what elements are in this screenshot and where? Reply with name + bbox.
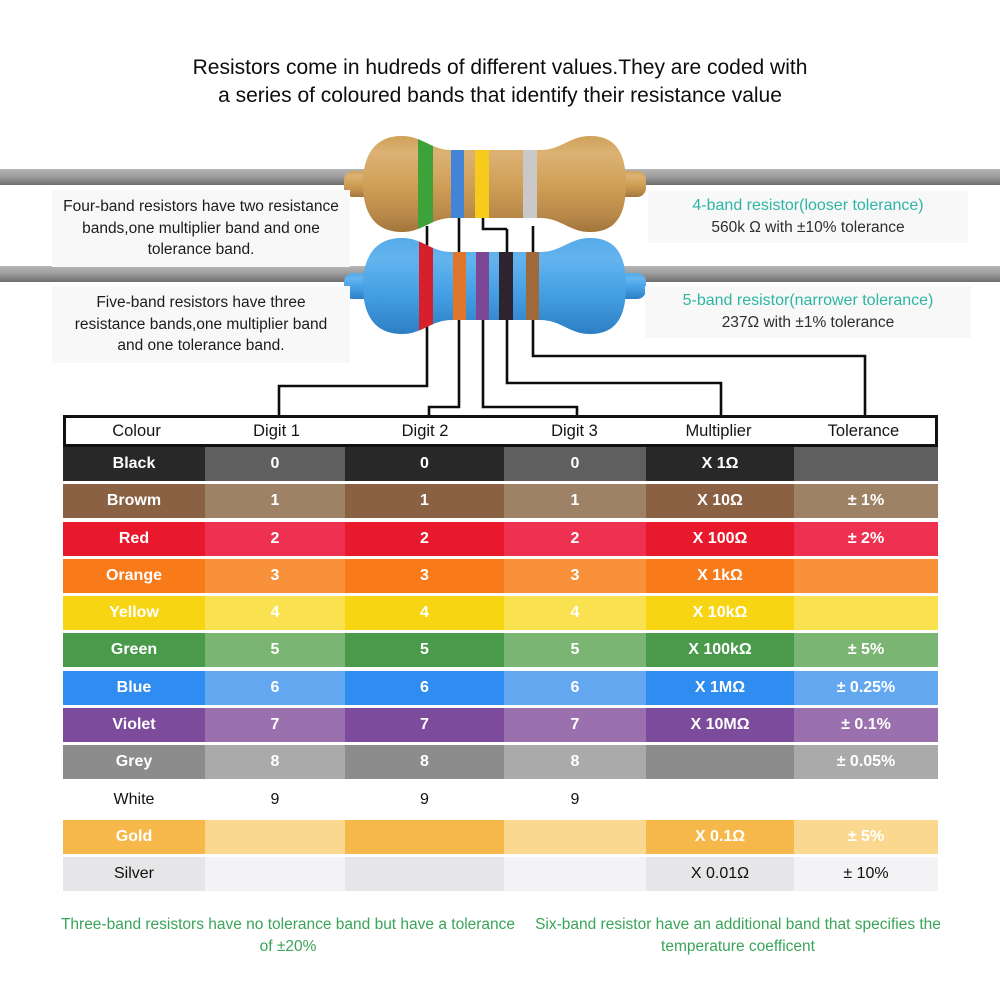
title-line-1: Resistors come in hudreds of different values.They are coded with (192, 56, 808, 79)
five-band-example-value: 237Ω with ±1% tolerance (721, 314, 895, 331)
table-row-silver (63, 857, 938, 891)
cell-red-digit3: 2 (504, 522, 646, 556)
cell-silver-digit3 (504, 857, 646, 891)
table-row-green (63, 633, 938, 667)
cell-browm-digit2: 1 (345, 484, 504, 518)
table-row-browm (63, 484, 938, 518)
title-line-2: a series of coloured bands that identify their resistance value (218, 84, 782, 107)
connector-digit3 (483, 318, 577, 416)
cell-red-digit1: 2 (205, 522, 345, 556)
table-row-yellow (63, 596, 938, 630)
five-band-description: Five-band resistors have three resistance bands,one multiplier band and one tolerance band. (52, 286, 350, 363)
colour-code-table (63, 415, 938, 895)
cell-white-colour: White (63, 783, 205, 817)
table-row-gold (63, 820, 938, 854)
five-band-resistor (344, 236, 646, 336)
header-cell-digit-3: Digit 3 (551, 421, 598, 440)
cell-orange-digit1: 3 (205, 559, 345, 593)
cell-grey-tolerance: ± 0.05% (794, 745, 938, 779)
table-row-grey (63, 745, 938, 779)
cell-blue-multiplier: X 1MΩ (646, 671, 794, 705)
cell-green-digit1: 5 (205, 633, 345, 667)
cell-gold-colour: Gold (63, 820, 205, 854)
cell-black-tolerance (794, 447, 938, 481)
cell-black-colour: Black (63, 447, 205, 481)
cell-grey-colour: Grey (63, 745, 205, 779)
table-row-orange (63, 559, 938, 593)
table-row-violet (63, 708, 938, 742)
cell-violet-multiplier: X 10MΩ (646, 708, 794, 742)
cell-browm-digit1: 1 (205, 484, 345, 518)
cell-red-tolerance: ± 2% (794, 522, 938, 556)
four-band-example-value: 560k Ω with ±10% tolerance (711, 219, 905, 236)
cell-yellow-digit1: 4 (205, 596, 345, 630)
cell-gold-digit3 (504, 820, 646, 854)
cell-red-colour: Red (63, 522, 205, 556)
cell-grey-multiplier (646, 745, 794, 779)
cell-violet-digit1: 7 (205, 708, 345, 742)
cell-black-digit1: 0 (205, 447, 345, 481)
cell-yellow-tolerance (794, 596, 938, 630)
four-band-resistor-band-silver (523, 134, 537, 234)
cell-white-tolerance (794, 783, 938, 817)
cell-browm-digit3: 1 (504, 484, 646, 518)
cell-blue-digit3: 6 (504, 671, 646, 705)
cell-yellow-colour: Yellow (63, 596, 205, 630)
table-header-row (63, 415, 938, 447)
cell-black-multiplier: X 1Ω (646, 447, 794, 481)
cell-violet-tolerance: ± 0.1% (794, 708, 938, 742)
table-row-white (63, 783, 938, 817)
cell-red-multiplier: X 100Ω (646, 522, 794, 556)
cell-grey-digit2: 8 (345, 745, 504, 779)
cell-blue-tolerance: ± 0.25% (794, 671, 938, 705)
four-band-example-heading: 4-band resistor(looser tolerance) (692, 197, 924, 214)
cell-silver-tolerance: ± 10% (794, 857, 938, 891)
table-row-black (63, 447, 938, 481)
cell-grey-digit1: 8 (205, 745, 345, 779)
cell-black-digit2: 0 (345, 447, 504, 481)
cell-gold-digit2 (345, 820, 504, 854)
five-band-example (645, 286, 971, 338)
cell-gold-multiplier: X 0.1Ω (646, 820, 794, 854)
cell-orange-digit2: 3 (345, 559, 504, 593)
cell-green-multiplier: X 100kΩ (646, 633, 794, 667)
cell-browm-tolerance: ± 1% (794, 484, 938, 518)
cell-orange-colour: Orange (63, 559, 205, 593)
connector-yellow-jog (483, 217, 507, 229)
cell-silver-colour: Silver (63, 857, 205, 891)
header-cell-multiplier: Multiplier (685, 421, 752, 440)
cell-yellow-multiplier: X 10kΩ (646, 596, 794, 630)
five-band-resistor-band-red (419, 236, 433, 336)
four-band-resistor-body (363, 136, 626, 232)
header-cell-digit-2: Digit 2 (401, 421, 449, 440)
cell-blue-digit2: 6 (345, 671, 504, 705)
cell-orange-multiplier: X 1kΩ (646, 559, 794, 593)
four-band-description: Four-band resistors have two resistance bands,one multiplier band and one tolerance band. (52, 190, 350, 267)
cell-gold-digit1 (205, 820, 345, 854)
cell-browm-multiplier: X 10Ω (646, 484, 794, 518)
table-body (63, 447, 938, 891)
four-band-resistor (344, 134, 646, 234)
cell-blue-colour: Blue (63, 671, 205, 705)
cell-red-digit2: 2 (345, 522, 504, 556)
six-band-note: Six-band resistor have an additional band that specifies the temperature coefficent (535, 916, 941, 955)
cell-orange-digit3: 3 (504, 559, 646, 593)
cell-white-digit3: 9 (504, 783, 646, 817)
table-row-blue (63, 671, 938, 705)
cell-silver-digit2 (345, 857, 504, 891)
cell-violet-digit3: 7 (504, 708, 646, 742)
cell-green-tolerance: ± 5% (794, 633, 938, 667)
header-cell-tolerance: Tolerance (827, 421, 900, 440)
cell-gold-tolerance: ± 5% (794, 820, 938, 854)
cell-blue-digit1: 6 (205, 671, 345, 705)
header-cell-colour: Colour (112, 421, 161, 440)
cell-violet-digit2: 7 (345, 708, 504, 742)
table-row-red (63, 522, 938, 556)
cell-silver-multiplier: X 0.01Ω (646, 857, 794, 891)
four-band-example (648, 191, 968, 243)
cell-white-digit1: 9 (205, 783, 345, 817)
cell-orange-tolerance (794, 559, 938, 593)
cell-silver-digit1 (205, 857, 345, 891)
cell-green-digit3: 5 (504, 633, 646, 667)
cell-violet-colour: Violet (63, 708, 205, 742)
four-band-resistor-band-blue (451, 134, 464, 234)
three-band-note: Three-band resistors have no tolerance band but have a tolerance of ±20% (60, 916, 516, 955)
cell-green-digit2: 5 (345, 633, 504, 667)
cell-yellow-digit2: 4 (345, 596, 504, 630)
cell-black-digit3: 0 (504, 447, 646, 481)
cell-browm-colour: Browm (63, 484, 205, 518)
cell-green-colour: Green (63, 633, 205, 667)
header-cell-digit-1: Digit 1 (253, 421, 300, 440)
four-band-resistor-band-green (418, 134, 433, 234)
cell-grey-digit3: 8 (504, 745, 646, 779)
cell-white-multiplier (646, 783, 794, 817)
cell-white-digit2: 9 (345, 783, 504, 817)
cell-yellow-digit3: 4 (504, 596, 646, 630)
five-band-resistor-body (363, 238, 626, 334)
five-band-example-heading: 5-band resistor(narrower tolerance) (682, 292, 934, 309)
